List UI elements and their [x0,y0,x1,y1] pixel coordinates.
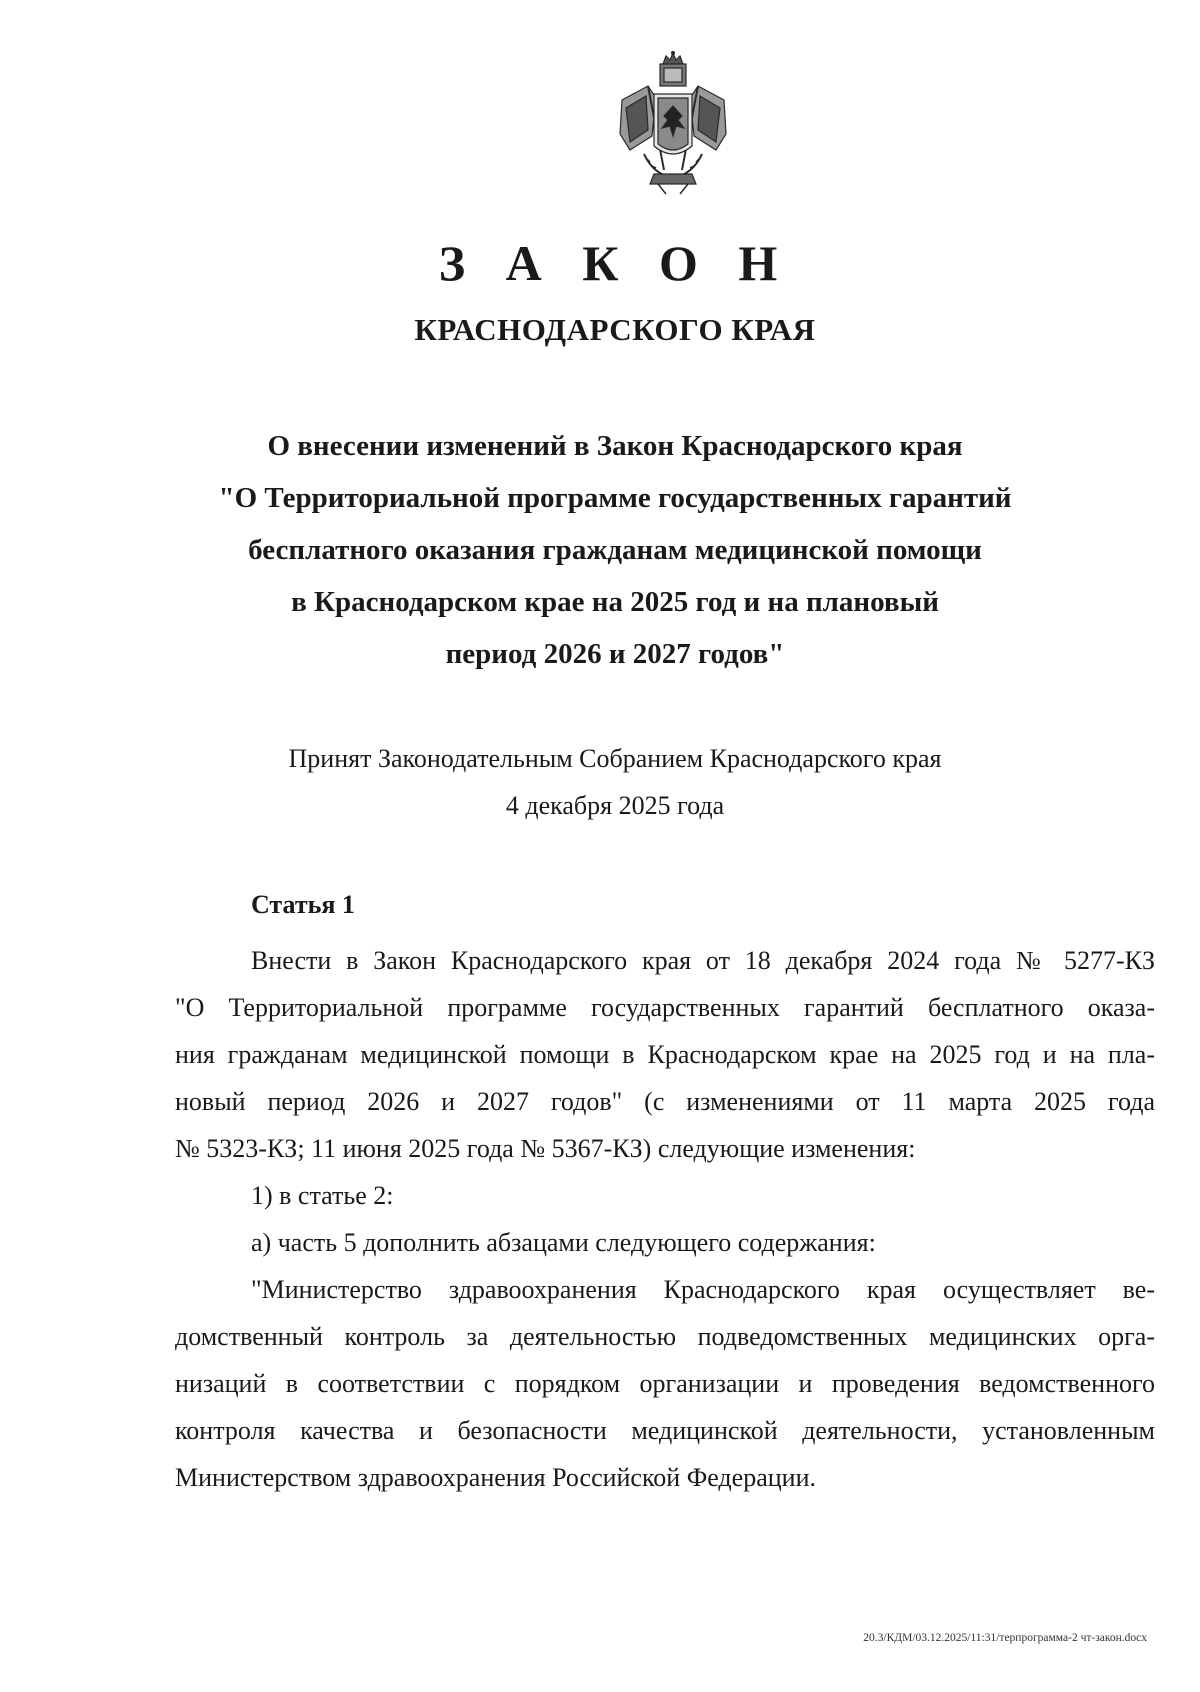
paragraph-line: "О Территориальной программе государственных гарантий бесплатного оказа- [175,993,1155,1022]
adoption-body: Принят Законодательным Собранием Краснодарского края [288,744,942,773]
quote-line: низаций в соответствии с порядком организации и проведения ведомственного [175,1369,1155,1398]
file-reference: 20.3/КДМ/03.12.2025/11:31/терпрограмма-2 чт-закон.docx [863,1632,1147,1644]
law-name-line: О внесении изменений в Закон Краснодарского края [267,430,963,462]
paragraph-line: № 5323-КЗ; 11 июня 2025 года № 5367-КЗ) следующие изменения: [175,1134,916,1163]
article-paragraph [175,937,1155,1501]
quote-line: контроля качества и безопасности медицинской деятельности, установленным [175,1416,1155,1445]
adoption-note [180,735,1050,829]
paragraph-line: Внести в Закон Краснодарского края от 18 декабря 2024 года № 5277-КЗ [251,946,1155,975]
paragraph-line: новый период 2026 и 2027 годов" (с изменениями от 11 марта 2025 года [175,1087,1155,1116]
krasnodar-coat-of-arms-icon [608,50,738,200]
law-name [180,420,1050,680]
law-name-line: "О Территориальной программе государственных гарантий [218,482,1012,514]
law-name-line: период 2026 и 2027 годов" [445,638,785,670]
quote-line: "Министерство здравоохранения Краснодарского края осуществляет ве- [251,1275,1155,1304]
paragraph-line: ния гражданам медицинской помощи в Краснодарском крае на 2025 год и на пла- [175,1040,1155,1069]
article-heading: Статья 1 [251,890,355,919]
law-name-line: бесплатного оказания гражданам медицинской помощи [248,534,982,566]
law-name-line: в Краснодарском крае на 2025 год и на плановый [291,586,939,618]
adoption-date: 4 декабря 2025 года [505,791,725,820]
document-title: З А К О Н [438,235,792,291]
quote-line: домственный контроль за деятельностью подведомственных медицинских орга- [175,1322,1155,1351]
list-subitem: а) часть 5 дополнить абзацами следующего содержания: [251,1228,876,1257]
list-item: 1) в статье 2: [251,1181,394,1210]
document-subtitle: КРАСНОДАРСКОГО КРАЯ [414,312,816,347]
quote-line: Министерством здравоохранения Российской Федерации. [175,1463,816,1492]
